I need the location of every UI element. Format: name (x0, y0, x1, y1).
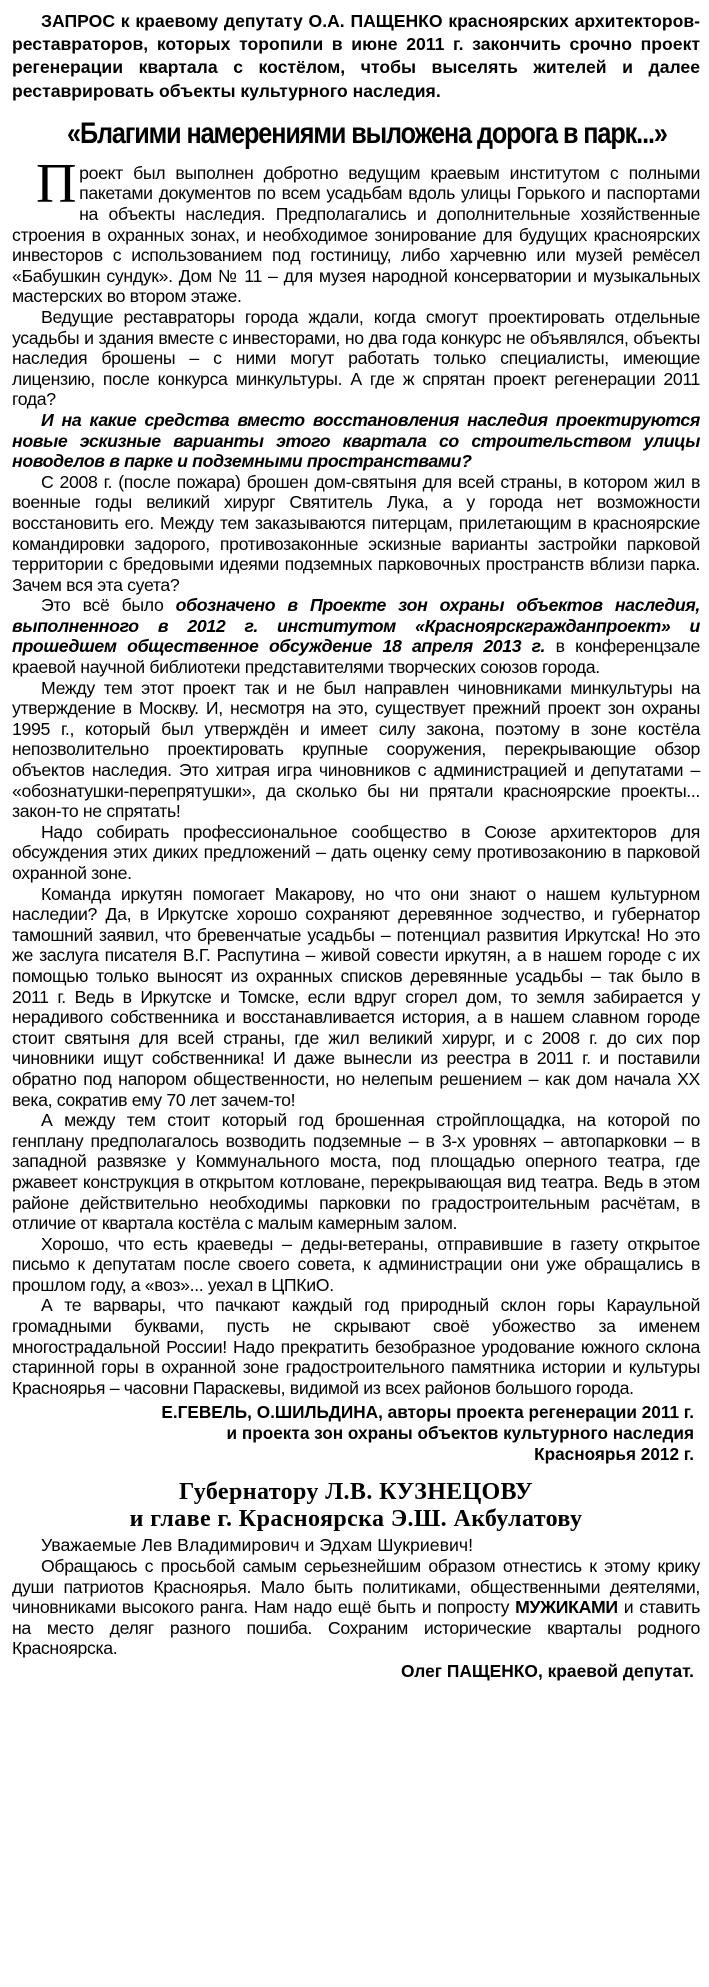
letter-paragraph (12, 1556, 700, 1659)
paragraph-text: Обращаюсь с просьбой самым серьезнейшим образом отнестись к этому крику души патриотов Красноярья. Мало быть политиками, общественными деятелями, чиновниками высокого ранга. Нам надо ещё быть и попросту (12, 1556, 700, 1618)
headline: «Благими намерениями выложена дорога в парк...» (67, 116, 667, 150)
article-paragraph-7: Надо собирать профессиональное сообщество в Союзе архитекторов для обсуждения этих диких предложений – дать оценку сему противозаконию в парковой охранной зоне. (12, 821, 700, 883)
paragraph-text: и ставить на место деляг разного пошиба. Сохраним исторические кварталы родного Красноярска. (12, 1597, 700, 1659)
signature-line: Е.ГЕВЕЛЬ, О.ШИЛЬДИНА, авторы проекта регенерации 2011 г. (161, 1402, 694, 1423)
article-paragraph-6: Между тем этот проект так и не был направлен чиновниками минкультуры на утверждение в Москву. И, несмотря на это, существует прежний проект зон охраны 1995 г., который был утверждён и имеет силу закона, поэтому в зоне костёла непозволительно проектировать крупные сооружения, перекрывающие обзор объектов наследия. Это хитрая игра чиновников с администрацией и депутатами – «обознатушки-перепрятушки», да сколько бы ни прятали красноярские проекты... закон-то не спрятать! (12, 677, 700, 822)
letter-title-line: Губернатору Л.В. КУЗНЕЦОВУ (179, 1479, 533, 1506)
signature-line: Красноярья 2012 г. (534, 1444, 694, 1465)
article-body (12, 152, 700, 1399)
letter-title (12, 1479, 700, 1533)
deputy-signature: Олег ПАЩЕНКО, краевой депутат. (401, 1661, 694, 1681)
article-paragraph-5 (12, 595, 700, 677)
letter-title-line: и главе г. Красноярска Э.Ш. Акбулатову (129, 1506, 583, 1533)
article-paragraph-4: С 2008 г. (после пожара) брошен дом-святыня для всей страны, в котором жил в военные годы великий хирург Святитель Лука, а у города нет возможности восстановить его. Между тем заказываются питерцам, прилетающим в красноярские командировки задорого, противозаконные эскизные варианты застройки парковой территории с бредовыми идеями подземных парковочных пространств вблизи парка. Зачем вся эта суета? (12, 471, 700, 595)
signature-line: и проекта зон охраны объектов культурного наследия (226, 1423, 694, 1444)
article-paragraph-9: А между тем стоит который год брошенная стройплощадка, на которой по генплану предполагалось возводить подземные – в 3-х уровнях – автопарковки – в западной развязке у Коммунального моста, под площадью оперного театра, где ржавеет конструкция в открытом котловане, перекрывающая вид театра. Ведь в этом районе действительно необходимы парковки по градостроительным расчётам, в отличие от квартала костёла с малым камерным залом. (12, 1110, 700, 1234)
article-paragraph-3-emphasis: И на какие средства вместо восстановления наследия проектируются новые эскизные варианты этого квартала со строительством улицы новоделов в парке и подземными пространствами? (12, 409, 700, 472)
article-paragraph-11: А те варвары, что пачкают каждый год природный склон горы Караульной громадными буквами, пусть не скрывают своё убожество за именем многострадальной России! Надо прекратить безобразное уродование южного склона старинной горы в охранной зоне градостроительного памятника истории и культуры Красноярья – часовни Параскевы, видимой из всех районов большого города. (12, 1295, 700, 1398)
paragraph-emphasis: обозначено в Проекте зон охраны объектов наследия, выполненного в 2012 г. институтом «Красноярскгражданпроект» и прошедшем общественное обсуждение 18 апреля 2013 г. (12, 595, 700, 657)
paragraph-text: роект был выполнен добротно ведущим краевым институтом с полными пакетами документов по всем усадьбам вдоль улицы Горького и паспортами на объекты наследия. Предполагались и дополнительные хозяйственные строения в охранных зонах, и необходимое зонирование для будущих красноярских инвесторов с использованием под гостиницу, либо харчевню или музей ремёсел «Бабушкин сундук». Дом № 11 – для музея народной консерватории и музыкальных мастерских во втором этаже. (12, 162, 700, 307)
authors-signature (12, 1402, 694, 1465)
paragraph-bold: МУЖИКАМИ (515, 1597, 618, 1618)
article-paragraph-1 (12, 152, 700, 307)
letter-greeting: Уважаемые Лев Владимирович и Эдхам Шукриевич! (41, 1535, 473, 1556)
article-paragraph-2: Ведущие реставраторы города ждали, когда смогут проектировать отдельные усадьбы и здания вместе с инвесторами, но два года конкурс не объявлялся, объекты наследия брошены – с ними могут работать только специалисты, имеющие лицензию, после конкурса минкультуры. А где ж спрятан проект регенерации 2011 года? (12, 306, 700, 410)
lead-paragraph: ЗАПРОС к краевому депутату О.А. ПАЩЕНКО красноярских архитекторов-реставраторов, которых торопили в июне 2011 г. закончить срочно проект регенерации квартала с костёлом, чтобы выселять жителей и далее реставрировать объекты культурного наследия. (12, 11, 700, 101)
paragraph-text: в конференцзале краевой научной библиотеки представителями творческих союзов города. (12, 636, 700, 678)
drop-cap: П (36, 152, 77, 215)
article-paragraph-8: Команда иркутян помогает Макарову, но что они знают о нашем культурном наследии? Да, в Иркутске хорошо сохраняют деревянное зодчество, и губернатор тамошний заявил, что бревенчатые усадьбы – потенциал развития Иркутска! Но это же заслуга писателя В.Г. Распутина – живой совести иркутян, а в нашем городе с их помощью только выносят из охранных списков деревянные усадьбы – так было в 2011 г. Ведь в Иркутске и Томске, если вдруг сгорел дом, то земля забирается у нерадивого собственника и восстанавливается история, а в нашем славном городе стоит святыня для всей страны, где жил великий хирург, и с 2008 г. до сих пор чиновники ищут собственника! И даже вынесли из реестра в 2011 г. и поставили обратно под напором общественности, но нелепым решением – как дом начала XX века, сократив ему 70 лет зачем-то! (12, 883, 700, 1110)
paragraph-text: Это всё было (41, 595, 176, 616)
article-paragraph-10: Хорошо, что есть краеведы – деды-ветераны, отправившие в газету открытое письмо к депутатам после своего совета, к администрации они уже обращались в прошлом году, а «воз»... уехал в ЦПКиО. (12, 1233, 700, 1295)
letter-body (12, 1556, 700, 1659)
